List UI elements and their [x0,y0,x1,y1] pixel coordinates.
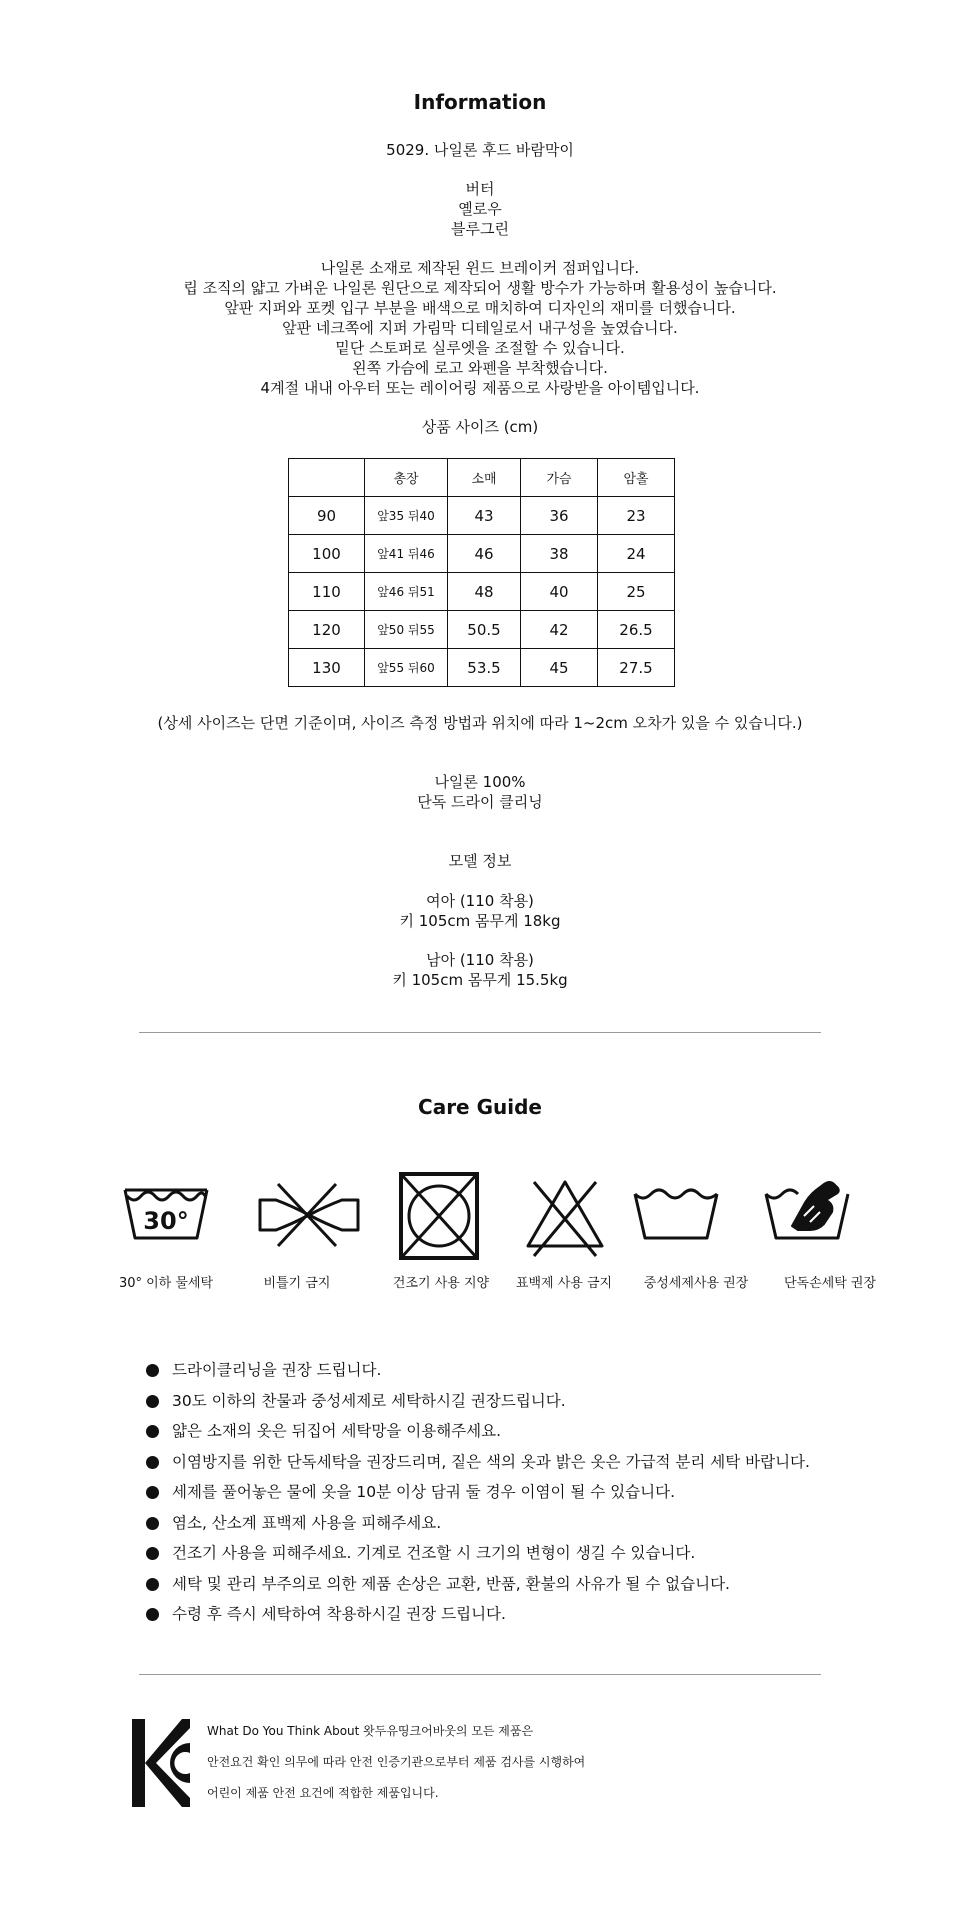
cleaning-text: 단독 드라이 클리닝 [417,793,543,811]
table-cell: 100 [289,535,365,573]
table-cell: 46 [448,535,521,573]
section-divider [139,1032,821,1033]
table-cell: 27.5 [598,649,675,687]
care-note-text: 건조기 사용을 피해주세요. 기계로 건조할 시 크기의 변형이 생길 수 있습니다. [172,1544,696,1562]
color-list [0,179,960,239]
list-item [146,1355,810,1386]
size-table [288,458,675,687]
material-info [0,772,960,812]
care-note-text: 30도 이하의 찬물과 중성세제로 세탁하시길 권장드립니다. [172,1391,566,1410]
table-cell: 앞41 뒤46 [365,535,448,573]
product-name: 5029. 나일론 후드 바람막이 [386,141,574,159]
description-line: 립 조직의 얇고 가벼운 나일론 원단으로 제작되어 생활 방수가 가능하며 활용성이 높습니다. [183,279,777,297]
bullet-icon [146,1425,159,1438]
table-cell: 26.5 [598,611,675,649]
care-note-text: 세탁 및 관리 부주의로 의한 제품 손상은 교환, 반품, 환불의 사유가 될 수 없습니다. [172,1574,730,1593]
bullet-icon [146,1517,159,1530]
list-item [146,1416,810,1447]
description-line: 앞판 네크쪽에 지퍼 가림막 디테일로서 내구성을 높였습니다. [282,319,678,337]
wash-temp-text: 30° [143,1207,189,1235]
kc-line: 어린이 제품 안전 요건에 적합한 제품입니다. [207,1786,439,1800]
table-row [289,611,675,649]
bullet-icon [146,1578,159,1591]
care-guide-title: Care Guide [418,1095,542,1119]
no-bleach-icon [510,1172,620,1262]
list-item [146,1386,810,1417]
table-cell: 앞35 뒤40 [365,497,448,535]
description-line: 앞판 지퍼와 포켓 입구 부분을 배색으로 매치하여 디자인의 재미를 더했습니다. [224,299,736,317]
description-line: 4계절 내내 아우터 또는 레이어링 제품으로 사랑받을 아이템입니다. [260,379,700,397]
table-cell: 40 [521,573,598,611]
table-cell: 130 [289,649,365,687]
care-label: 표백제 사용 금지 [515,1276,613,1291]
care-note-text: 수령 후 즉시 세탁하여 착용하시길 권장 드립니다. [172,1605,506,1623]
table-header-cell: 암홀 [598,459,675,497]
bullet-icon [146,1608,159,1621]
table-cell: 53.5 [448,649,521,687]
table-cell: 48 [448,573,521,611]
table-header-cell: 가슴 [521,459,598,497]
care-label: 중성세제사용 권장 [643,1276,749,1291]
color-item: 옐로우 [458,200,502,218]
description-line: 밑단 스토퍼로 실루엣을 조절할 수 있습니다. [335,339,625,357]
neutral-detergent-icon [621,1172,731,1262]
model-info-girl [0,891,960,931]
care-notes-list [146,1355,810,1630]
care-label: 비틀기 금지 [263,1276,331,1291]
table-row [289,649,675,687]
list-item [146,1538,810,1569]
description-line: 나일론 소재로 제작된 윈드 브레이커 점퍼입니다. [320,259,640,277]
table-header-cell: 소매 [448,459,521,497]
wash-30-icon [111,1172,221,1262]
table-cell: 43 [448,497,521,535]
care-label: 단독손세탁 권장 [783,1276,877,1291]
list-item [146,1508,810,1539]
table-header-cell [289,459,365,497]
list-item [146,1477,810,1508]
hand-wash-icon [752,1172,862,1262]
table-row [289,573,675,611]
kc-mark-icon [130,1717,192,1809]
care-note-text: 드라이클리닝을 권장 드립니다. [172,1361,382,1379]
care-note-text: 얇은 소재의 옷은 뒤집어 세탁망을 이용해주세요. [172,1422,502,1440]
kc-line: 안전요건 확인 의무에 따라 안전 인증기관으로부터 제품 검사를 시행하여 [207,1755,586,1769]
size-title: 상품 사이즈 (cm) [421,418,539,436]
bullet-icon [146,1395,159,1408]
care-label: 30° 이하 물세탁 [118,1276,214,1291]
table-cell: 38 [521,535,598,573]
model-title-line: 여아 (110 착용) [426,892,534,910]
product-description [0,258,960,398]
size-note: (상세 사이즈는 단면 기준이며, 사이즈 측정 방법과 위치에 따라 1~2cm 오차가 있을 수 있습니다.) [157,714,803,732]
table-cell: 24 [598,535,675,573]
care-note-text: 세제를 풀어놓은 물에 옷을 10분 이상 담궈 둘 경우 이염이 될 수 있습니다. [172,1483,676,1501]
bullet-icon [146,1364,159,1377]
list-item [146,1569,810,1600]
kc-certification-text [207,1716,585,1809]
list-item [146,1447,810,1478]
no-tumble-dry-icon [384,1172,494,1262]
bullet-icon [146,1486,159,1499]
color-item: 버터 [465,180,495,198]
color-item: 블루그린 [451,220,509,238]
no-wring-icon [254,1172,364,1262]
list-item [146,1599,810,1630]
table-cell: 42 [521,611,598,649]
table-cell: 앞50 뒤55 [365,611,448,649]
material-text: 나일론 100% [434,773,526,791]
table-cell: 45 [521,649,598,687]
table-cell: 앞55 뒤60 [365,649,448,687]
model-body-line: 키 105cm 몸무게 15.5kg [392,971,568,989]
table-row [289,497,675,535]
description-line: 왼쪽 가슴에 로고 와펜을 부착했습니다. [352,359,608,377]
table-cell: 23 [598,497,675,535]
information-title: Information [413,90,547,114]
table-cell: 25 [598,573,675,611]
table-cell: 120 [289,611,365,649]
model-body-line: 키 105cm 몸무게 18kg [399,912,561,930]
table-cell: 앞46 뒤51 [365,573,448,611]
table-cell: 110 [289,573,365,611]
bullet-icon [146,1456,159,1469]
section-divider [139,1674,821,1675]
model-title-line: 남아 (110 착용) [426,951,534,969]
care-note-text: 이염방지를 위한 단독세탁을 권장드리며, 짙은 색의 옷과 밝은 옷은 가급적 분리 세탁 바랍니다. [172,1452,810,1471]
care-label: 건조기 사용 지양 [392,1276,490,1291]
kc-line: What Do You Think About 왓두유띵크어바웃의 모든 제품은 [207,1724,534,1738]
table-cell: 36 [521,497,598,535]
table-header-row [289,459,675,497]
bullet-icon [146,1547,159,1560]
model-title: 모델 정보 [448,852,512,870]
table-row [289,535,675,573]
table-cell: 90 [289,497,365,535]
care-note-text: 염소, 산소계 표백제 사용을 피해주세요. [172,1513,442,1532]
table-cell: 50.5 [448,611,521,649]
table-header-cell: 총장 [365,459,448,497]
model-info-boy [0,950,960,990]
